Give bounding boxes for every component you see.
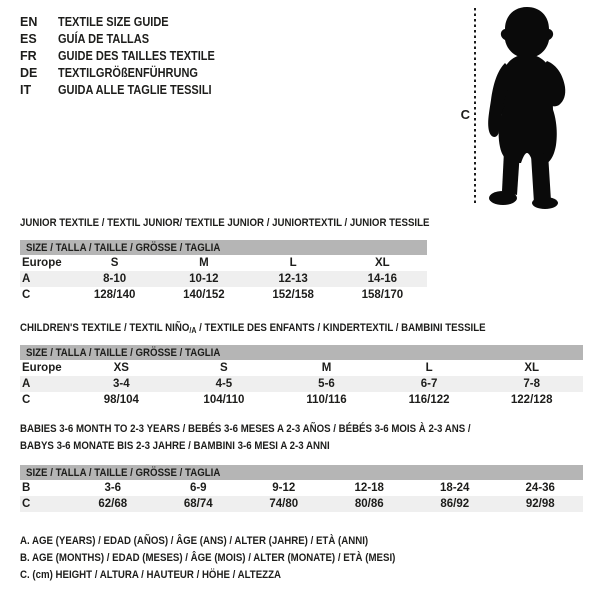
size-cell: 122/128 [510,394,553,406]
language-label: TEXTILE SIZE GUIDE [58,14,169,29]
size-cell: 9-12 [272,482,296,494]
footnote-c [20,569,447,586]
footnote-a-text: A. AGE (YEARS) / EDAD (AÑOS) / ÂGE (ANS) / ALTER (JAHRE) / ETÀ (ANNI) [20,535,369,547]
size-cell: 104/110 [203,394,245,406]
size-cell: XL [375,257,390,269]
size-cell: 3-4 [112,378,130,390]
size-cell: 74/80 [269,498,299,510]
size-header-bar [20,240,427,255]
size-cell: 92/98 [525,498,555,510]
baby-silhouette-icon [481,5,573,209]
language-label: TEXTILGRÖßENFÜHRUNG [58,65,198,80]
size-cell: XS [113,362,129,374]
table-row-a [20,376,583,392]
table-row-b [20,480,583,496]
size-cell: 110/116 [306,394,347,406]
size-cell: 158/170 [361,289,404,301]
height-measure-line [474,8,476,206]
table-row-c [20,392,583,408]
language-label: GUÍA DE TALLAS [58,31,150,46]
row-label: C [22,289,31,301]
babies-title-line2: BABYS 3-6 MONATE BIS 2-3 JAHRE / BAMBINI 3-6 MESI A 2-3 ANNI [20,440,330,452]
language-code: IT [20,82,32,97]
row-label: Europe [22,257,62,269]
size-header-text: SIZE / TALLA / TAILLE / GRÖSSE / TAGLIA [26,241,221,254]
language-code: EN [20,14,38,29]
size-cell: 80/86 [354,498,384,510]
size-cell: XL [524,362,540,374]
size-cell: L [425,362,433,374]
junior-size-table [20,240,427,303]
size-cell: 18-24 [440,482,470,494]
size-cell: 140/152 [183,289,225,301]
size-header-text: SIZE / TALLA / TAILLE / GRÖSSE / TAGLIA [26,346,221,359]
size-cell: 68/74 [183,498,213,510]
language-code: ES [20,31,37,46]
row-label: C [22,394,31,406]
junior-section-title [20,215,485,231]
table-row-c [20,287,427,303]
footnote-a [20,535,447,552]
children-title-subscript: /A [189,326,197,335]
size-cell: 98/104 [103,394,139,406]
language-code: FR [20,48,37,63]
language-row-de [20,64,236,81]
table-row-europe [20,360,583,376]
size-cell: 128/140 [93,289,136,301]
size-cell: M [199,257,209,269]
children-section-title [20,320,549,339]
size-cell: 14-16 [367,273,398,285]
row-label: Europe [22,362,62,374]
footnote-b-text: B. AGE (MONTHS) / EDAD (MESES) / ÂGE (MOIS) / ALTER (MONATE) / ETÀ (MESI) [20,552,396,564]
footnote-b [20,552,447,569]
table-row-a [20,271,427,287]
language-row-es [20,30,236,47]
size-cell: 24-36 [525,482,555,494]
size-cell: L [289,257,297,269]
children-size-table [20,345,583,408]
babies-title-line1: BABIES 3-6 MONTH TO 2-3 YEARS / BEBÉS 3-6 MESES A 2-3 AÑOS / BÉBÉS 3-6 MOIS À 2-3 ANS / [20,423,471,435]
row-label: A [22,378,31,390]
footnotes [20,535,447,586]
children-title-suffix: / TEXTILE DES ENFANTS / KINDERTEXTIL / BAMBINI TESSILE [196,322,486,334]
babies-size-table [20,465,583,512]
size-cell: S [110,257,119,269]
size-cell: 152/158 [272,289,314,301]
row-label: A [22,273,31,285]
table-row-europe [20,255,427,271]
size-cell: 7-8 [523,378,540,390]
size-cell: 62/68 [98,498,128,510]
size-header-bar [20,465,583,480]
height-label-c: C [460,107,470,122]
size-cell: 12-18 [354,482,384,494]
size-cell: 12-13 [278,273,308,285]
size-cell: 10-12 [189,273,219,285]
language-row-en [20,13,236,30]
size-cell: 8-10 [103,273,127,285]
table-row-c [20,496,583,512]
babies-section-title [20,421,532,455]
children-title-prefix: CHILDREN'S TEXTILE / TEXTIL NIÑO [20,322,190,334]
size-header-bar [20,345,583,360]
row-label: C [22,498,31,510]
size-cell: 4-5 [215,378,233,390]
junior-title-text: JUNIOR TEXTILE / TEXTIL JUNIOR/ TEXTILE JUNIOR / JUNIORTEXTIL / JUNIOR TESSILE [20,217,430,229]
language-header [20,13,236,98]
language-code: DE [20,65,38,80]
footnote-c-text: C. (cm) HEIGHT / ALTURA / HAUTEUR / HÖHE / ALTEZZA [20,569,282,581]
size-cell: 6-9 [189,482,207,494]
size-header-text: SIZE / TALLA / TAILLE / GRÖSSE / TAGLIA [26,466,221,479]
children-title-text [20,320,486,339]
language-row-it [20,81,236,98]
row-label: B [22,482,31,494]
size-cell: 86/92 [440,498,470,510]
size-cell: 6-7 [420,378,438,390]
size-cell: 116/122 [408,394,450,406]
size-cell: 5-6 [318,378,335,390]
language-row-fr [20,47,236,64]
language-label: GUIDA ALLE TAGLIE TESSILI [58,82,212,97]
size-cell: M [321,362,332,374]
language-label: GUIDE DES TAILLES TEXTILE [58,48,215,63]
size-cell: 3-6 [104,482,122,494]
size-cell: S [220,362,228,374]
